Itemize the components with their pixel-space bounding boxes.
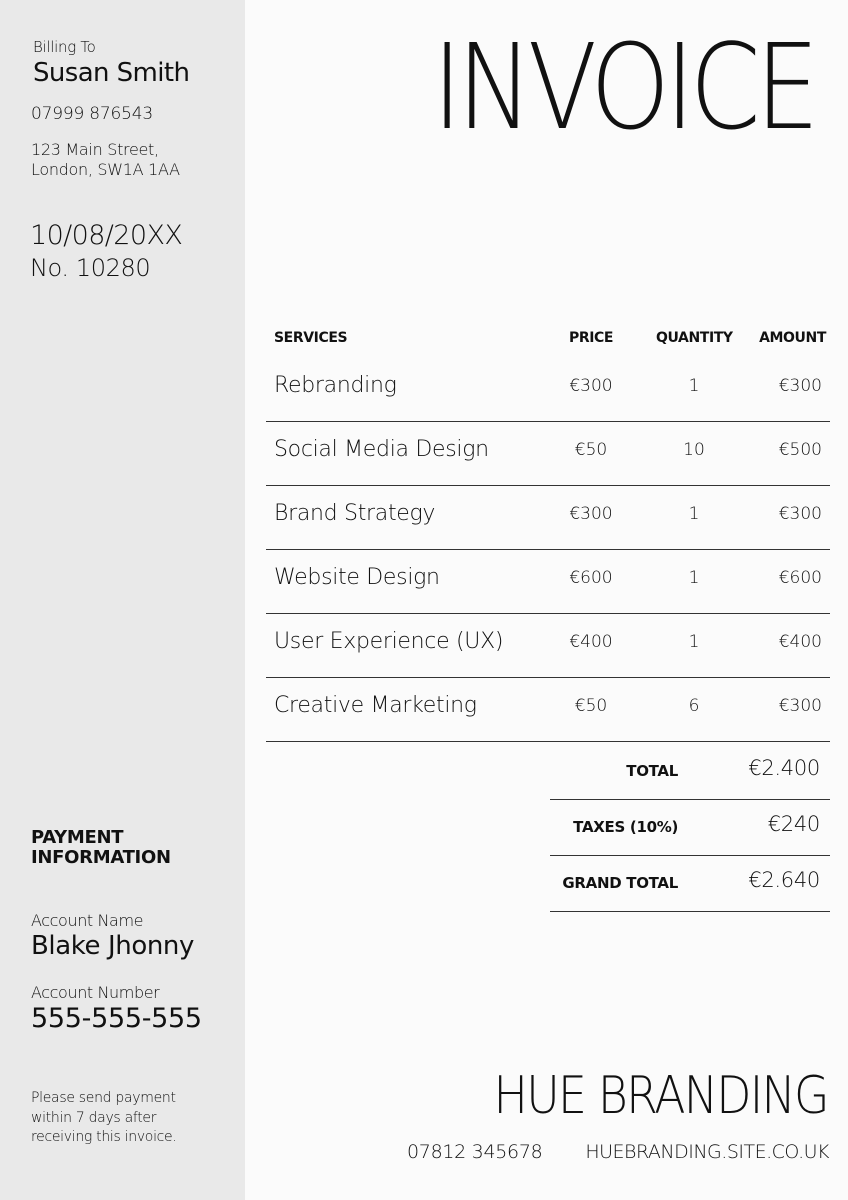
service-name: Website Design (274, 565, 440, 590)
invoice-date: 10/08/20XX (30, 220, 183, 251)
table-row (266, 486, 830, 550)
account-name-label: Account Name (31, 911, 144, 930)
billing-address-line2: London, SW1A 1AA (31, 160, 180, 179)
service-amount: €300 (778, 376, 822, 396)
table-row (266, 358, 830, 422)
service-name: Brand Strategy (274, 501, 436, 526)
payment-heading-line1: PAYMENT (31, 827, 124, 848)
header-price: PRICE (569, 330, 614, 346)
header-quantity: QUANTITY (656, 330, 733, 346)
service-quantity: 10 (683, 440, 705, 460)
service-name: Rebranding (274, 373, 397, 398)
service-quantity: 1 (688, 504, 700, 524)
payment-heading (31, 828, 171, 868)
account-number-label: Account Number (31, 983, 160, 1002)
service-price: €400 (569, 632, 613, 652)
payment-heading-line2: INFORMATION (31, 847, 171, 868)
service-quantity: 1 (688, 568, 700, 588)
grand-total-value: €2.640 (748, 868, 820, 892)
table-row (266, 550, 830, 614)
service-amount: €300 (778, 696, 822, 716)
table-row (266, 614, 830, 678)
total-row (550, 744, 830, 800)
grand-total-label: GRAND TOTAL (562, 874, 678, 892)
service-price: €300 (569, 376, 613, 396)
billing-phone: 07999 876543 (31, 104, 153, 124)
account-number: 555-555-555 (31, 1003, 202, 1034)
invoice-title: INVOICE (431, 18, 814, 156)
service-price: €600 (569, 568, 613, 588)
header-amount: AMOUNT (759, 330, 826, 346)
service-amount: €400 (778, 632, 822, 652)
company-phone: 07812 345678 (407, 1141, 543, 1163)
service-price: €300 (569, 504, 613, 524)
grand-total-row (550, 856, 830, 912)
service-amount: €300 (778, 504, 822, 524)
table-row (266, 678, 830, 742)
billing-label: Billing To (33, 38, 96, 56)
company-website[interactable]: HUEBRANDING.SITE.CO.UK (585, 1141, 829, 1163)
table-row (266, 422, 830, 486)
service-name: Creative Marketing (274, 693, 477, 718)
service-amount: €500 (778, 440, 822, 460)
service-price: €50 (574, 440, 608, 460)
services-table (266, 318, 830, 742)
service-price: €50 (574, 696, 608, 716)
service-quantity: 6 (688, 696, 700, 716)
table-header (266, 318, 830, 358)
total-value: €2.400 (748, 756, 820, 780)
service-quantity: 1 (688, 632, 700, 652)
account-name: Blake Jhonny (31, 931, 194, 961)
totals-block (550, 744, 830, 912)
taxes-row (550, 800, 830, 856)
payment-note: Please send payment within 7 days after receiving this invoice. (31, 1090, 177, 1145)
header-services: SERVICES (274, 330, 348, 346)
total-label: TOTAL (626, 762, 678, 780)
service-name: Social Media Design (274, 437, 489, 462)
service-quantity: 1 (688, 376, 700, 396)
service-amount: €600 (778, 568, 822, 588)
taxes-value: €240 (767, 812, 820, 836)
billing-address (31, 140, 180, 180)
invoice-number: No. 10280 (30, 254, 151, 282)
taxes-label: TAXES (10%) (573, 818, 678, 836)
company-name: HUE BRANDING (493, 1066, 828, 1126)
billing-name: Susan Smith (33, 58, 190, 88)
billing-address-line1: 123 Main Street, (31, 140, 159, 159)
service-name: User Experience (UX) (274, 629, 504, 654)
